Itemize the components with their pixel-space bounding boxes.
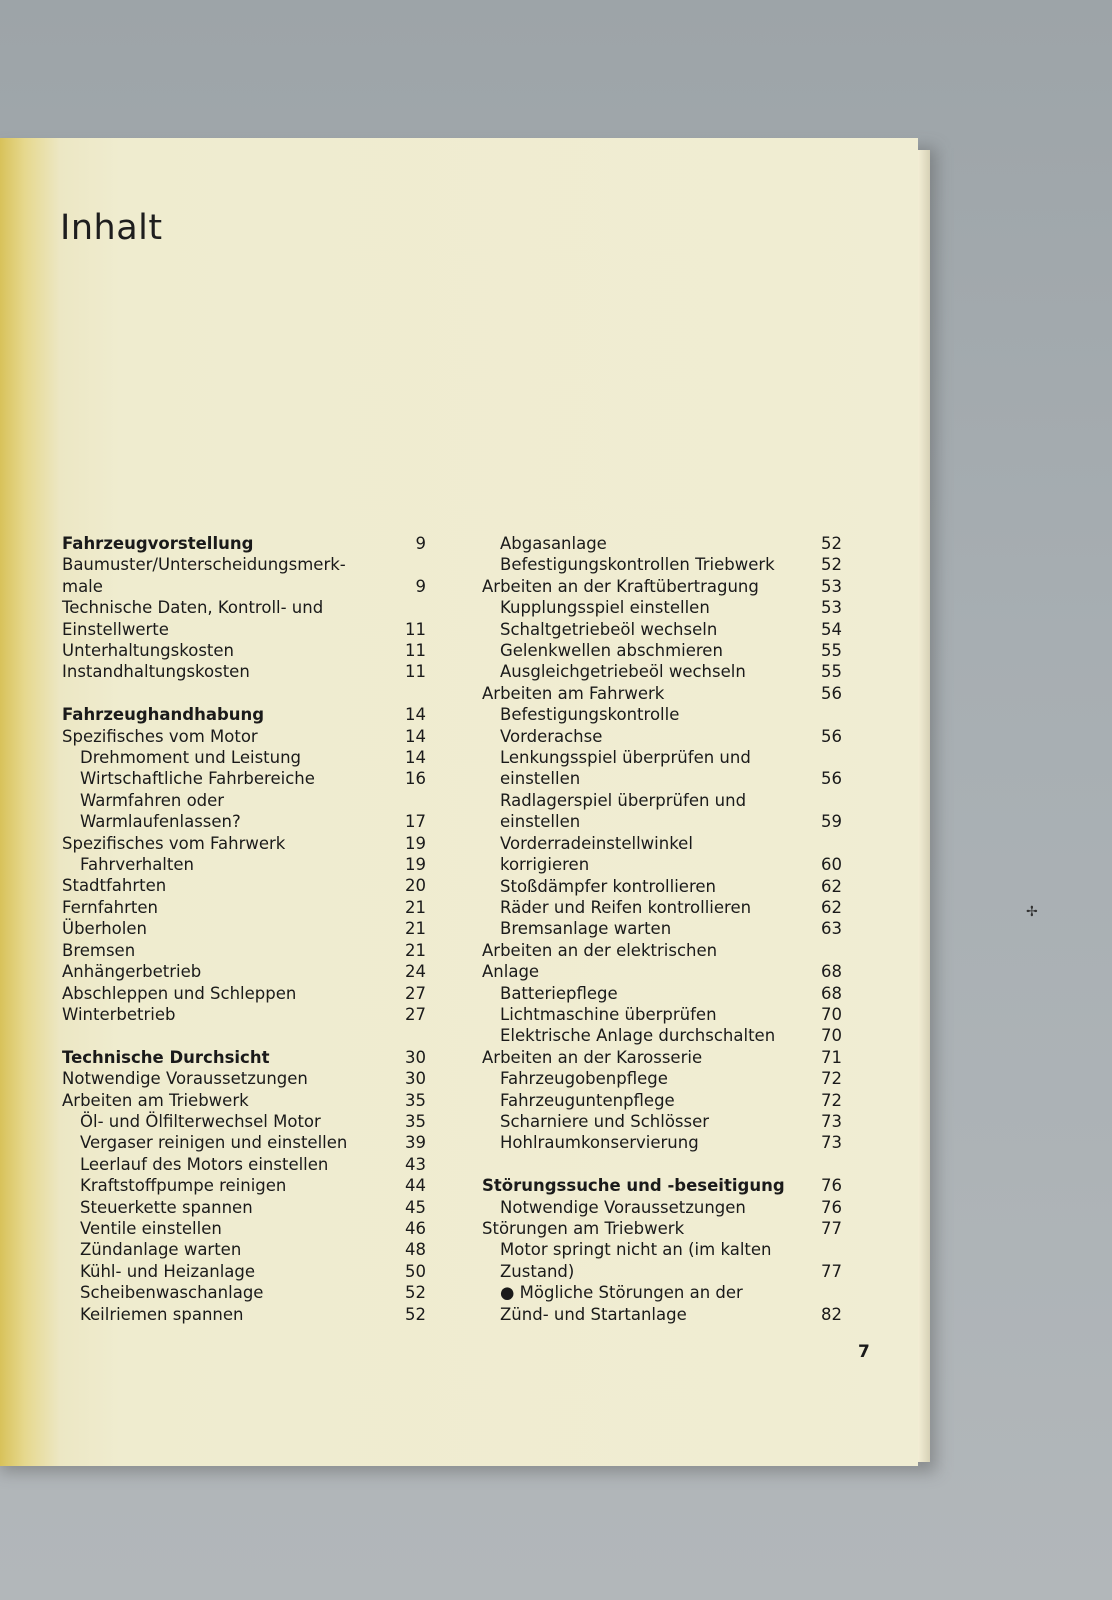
section-gap: [482, 1154, 842, 1175]
toc-entry: [62, 576, 426, 597]
toc-entry-title: Ausgleichgetriebeöl wechseln: [500, 662, 746, 682]
toc-entry-title: Stoßdämpfer kontrollieren: [500, 876, 716, 896]
toc-entry: [62, 1132, 426, 1153]
page-title: Inhalt: [60, 208, 163, 248]
toc-entry-title: Unterhaltungskosten: [62, 641, 234, 661]
section-gap: [62, 683, 426, 704]
toc-entry-page: 56: [821, 769, 842, 789]
toc-entry-title: Anlage: [482, 962, 540, 982]
toc-section-heading: [62, 704, 426, 725]
toc-entry-title: Spezifisches vom Motor: [62, 726, 258, 746]
toc-entry-page: 72: [821, 1090, 842, 1110]
toc-entry-title: Vergaser reinigen und einstellen: [80, 1133, 348, 1153]
toc-entry-page: 73: [821, 1133, 842, 1153]
toc-section-heading: [62, 1047, 426, 1068]
toc-entry-title: Keilriemen spannen: [80, 1304, 244, 1324]
toc-entry-title: Ventile einstellen: [80, 1218, 222, 1238]
toc-entry-title: Warmlaufenlassen?: [80, 812, 241, 832]
toc-entry: [62, 897, 426, 918]
toc-right-column: [482, 533, 842, 1325]
toc-entry: [62, 1090, 426, 1111]
toc-entry: [482, 533, 842, 554]
toc-entry-title: Steuerkette spannen: [80, 1197, 253, 1217]
toc-entry-title: Gelenkwellen abschmieren: [500, 641, 723, 661]
toc-entry-title: Überholen: [62, 919, 147, 939]
toc-entry-page: 55: [821, 641, 842, 661]
toc-entry-page: 21: [405, 940, 426, 960]
toc-entry-title: Zünd- und Startanlage: [500, 1304, 687, 1324]
toc-entry: [62, 597, 426, 618]
toc-entry: [482, 1090, 842, 1111]
toc-entry: [482, 940, 842, 961]
toc-entry-title: Lenkungsspiel überprüfen und: [500, 748, 751, 768]
toc-entry-title: Öl- und Ölfilterwechsel Motor: [80, 1111, 321, 1131]
toc-entry-page: 14: [405, 748, 426, 768]
toc-entry: [482, 768, 842, 789]
toc-entry: [482, 661, 842, 682]
toc-entry-page: 27: [405, 1004, 426, 1024]
toc-entry-title: Befestigungskontrollen Triebwerk: [500, 555, 775, 575]
toc-entry: [482, 747, 842, 768]
toc-entry: [62, 619, 426, 640]
toc-entry-title: Leerlauf des Motors einstellen: [80, 1154, 329, 1174]
toc-entry-title: Vorderradeinstellwinkel: [500, 833, 693, 853]
toc-entry: [62, 1111, 426, 1132]
toc-entry-title: Fahrzeugobenpflege: [500, 1069, 668, 1089]
toc-entry-title: Kraftstoffpumpe reinigen: [80, 1176, 287, 1196]
toc-entry-title: Störungen am Triebwerk: [482, 1218, 685, 1238]
toc-entry-page: 54: [821, 619, 842, 639]
toc-entry: [62, 1175, 426, 1196]
toc-entry: [62, 1197, 426, 1218]
toc-entry: [482, 640, 842, 661]
toc-entry-page: 70: [821, 1004, 842, 1024]
toc-entry: [62, 790, 426, 811]
toc-entry: [62, 554, 426, 575]
toc-entry-page: 62: [821, 897, 842, 917]
toc-entry-page: 46: [405, 1218, 426, 1238]
toc-entry: [482, 897, 842, 918]
toc-entry-title: Notwendige Voraussetzungen: [62, 1069, 308, 1089]
toc-entry-page: 52: [821, 555, 842, 575]
toc-entry: [62, 726, 426, 747]
toc-entry-page: 14: [405, 726, 426, 746]
toc-entry-title: Batteriepflege: [500, 983, 618, 1003]
toc-entry: [482, 811, 842, 832]
toc-entry-page: 55: [821, 662, 842, 682]
toc-entry-page: 11: [405, 662, 426, 682]
toc-entry-page: 27: [405, 983, 426, 1003]
toc-entry: [482, 1197, 842, 1218]
toc-entry: [482, 683, 842, 704]
toc-entry-title: Spezifisches vom Fahrwerk: [62, 833, 286, 853]
toc-entry-page: 53: [821, 576, 842, 596]
toc-entry: [62, 918, 426, 939]
toc-entry-title: Befestigungskontrolle: [500, 705, 680, 725]
toc-entry-page: 11: [405, 641, 426, 661]
toc-entry-title: Störungssuche und -beseitigung: [482, 1176, 785, 1196]
toc-entry: [482, 790, 842, 811]
toc-entry: [482, 1068, 842, 1089]
toc-entry: [62, 940, 426, 961]
toc-entry-title: Arbeiten am Triebwerk: [62, 1090, 249, 1110]
toc-entry: [482, 854, 842, 875]
toc-entry-page: 53: [821, 598, 842, 618]
toc-entry: [62, 661, 426, 682]
toc-section-heading: [62, 533, 426, 554]
toc-entry: [482, 1132, 842, 1153]
toc-entry-page: 62: [821, 876, 842, 896]
toc-entry: [62, 640, 426, 661]
toc-entry-page: 50: [405, 1261, 426, 1281]
toc-entry: [62, 747, 426, 768]
toc-entry: [62, 1261, 426, 1282]
toc-entry-page: 52: [405, 1283, 426, 1303]
toc-entry-page: 14: [405, 705, 426, 725]
toc-entry-page: 82: [821, 1304, 842, 1324]
toc-entry-title: Technische Daten, Kontroll- und: [62, 598, 324, 618]
toc-entry-page: 39: [405, 1133, 426, 1153]
toc-entry: [62, 811, 426, 832]
toc-entry-title: Fernfahrten: [62, 897, 158, 917]
toc-entry-title: Fahrzeughandhabung: [62, 705, 265, 725]
toc-entry-page: 44: [405, 1176, 426, 1196]
toc-entry-page: 52: [821, 534, 842, 553]
toc-entry-title: korrigieren: [500, 855, 590, 875]
toc-entry-title: Elektrische Anlage durchschalten: [500, 1026, 776, 1046]
toc-entry-title: Bremsen: [62, 940, 136, 960]
toc-entry: [62, 833, 426, 854]
toc-entry-title: Kupplungsspiel einstellen: [500, 598, 710, 618]
toc-entry-page: 70: [821, 1026, 842, 1046]
toc-entry-title: Stadtfahrten: [62, 876, 167, 896]
toc-entry: [62, 1239, 426, 1260]
toc-entry-title: Schaltgetriebeöl wechseln: [500, 619, 718, 639]
toc-entry-title: Hohlraumkonservierung: [500, 1133, 699, 1153]
toc-entry-page: 76: [821, 1176, 842, 1196]
toc-entry-page: 73: [821, 1111, 842, 1131]
toc-entry-title: Instandhaltungskosten: [62, 662, 250, 682]
toc-entry: [482, 833, 842, 854]
toc-entry: [482, 1282, 842, 1303]
toc-entry-page: 9: [415, 534, 426, 553]
toc-entry-page: 68: [821, 983, 842, 1003]
toc-entry-title: Notwendige Voraussetzungen: [500, 1197, 746, 1217]
dust-speck: ✢: [1026, 904, 1038, 920]
toc-entry-title: Drehmoment und Leistung: [80, 748, 302, 768]
toc-left-column: [62, 533, 426, 1325]
toc-entry-page: 77: [821, 1261, 842, 1281]
toc-entry-page: 71: [821, 1047, 842, 1067]
toc-entry: [482, 1025, 842, 1046]
toc-entry-title: Abgasanlage: [500, 534, 607, 553]
toc-entry: [482, 1239, 842, 1260]
toc-entry: [482, 619, 842, 640]
toc-entry-page: 16: [405, 769, 426, 789]
toc-entry: [482, 554, 842, 575]
toc-entry-title: Baumuster/Unterscheidungsmerk-: [62, 555, 346, 575]
toc-entry-page: 17: [405, 812, 426, 832]
toc-entry: [482, 576, 842, 597]
toc-entry: [62, 875, 426, 896]
toc-entry-title: Scharniere und Schlösser: [500, 1111, 710, 1131]
toc-entry-page: 63: [821, 919, 842, 939]
toc-entry-page: 43: [405, 1154, 426, 1174]
toc-entry-title: Zündanlage warten: [80, 1240, 242, 1260]
toc-entry-title: Arbeiten an der Kraftübertragung: [482, 576, 759, 596]
toc-entry: [482, 1304, 842, 1325]
toc-entry: [62, 1068, 426, 1089]
toc-entry-page: 30: [405, 1069, 426, 1089]
toc-entry-title: Fahrverhalten: [80, 855, 194, 875]
toc-entry-page: 45: [405, 1197, 426, 1217]
toc-entry-title: Wirtschaftliche Fahrbereiche: [80, 769, 315, 789]
toc-entry: [482, 597, 842, 618]
toc-entry-page: 21: [405, 919, 426, 939]
toc-entry: [482, 1047, 842, 1068]
toc-entry-title: Arbeiten am Fahrwerk: [482, 683, 665, 703]
toc-entry-page: 19: [405, 833, 426, 853]
toc-entry-title: male: [62, 576, 103, 596]
toc-entry-title: Winterbetrieb: [62, 1004, 176, 1024]
toc-entry-title: Anhängerbetrieb: [62, 962, 202, 982]
toc-entry-title: einstellen: [500, 769, 581, 789]
toc-entry-page: 52: [405, 1304, 426, 1324]
toc-entry-title: Einstellwerte: [62, 619, 169, 639]
toc-entry: [62, 854, 426, 875]
toc-entry-page: 30: [405, 1047, 426, 1067]
toc-section-heading: [482, 1175, 842, 1196]
toc-entry-page: 35: [405, 1111, 426, 1131]
toc-entry-title: Bremsanlage warten: [500, 919, 672, 939]
toc-entry-title: Arbeiten an der Karosserie: [482, 1047, 703, 1067]
toc-entry: [62, 1004, 426, 1025]
toc-entry: [62, 983, 426, 1004]
page-number: 7: [858, 1342, 870, 1362]
toc-entry: [482, 876, 842, 897]
toc-entry-title: einstellen: [500, 812, 581, 832]
toc-entry-title: Kühl- und Heizanlage: [80, 1261, 256, 1281]
toc-entry: [482, 704, 842, 725]
toc-entry-title: Lichtmaschine überprüfen: [500, 1004, 717, 1024]
toc-entry-page: 56: [821, 726, 842, 746]
toc-entry-title: Vorderachse: [500, 726, 603, 746]
toc-entry-title: Abschleppen und Schleppen: [62, 983, 297, 1003]
toc-entry-page: 77: [821, 1218, 842, 1238]
toc-entry: [62, 961, 426, 982]
toc-entry: [62, 768, 426, 789]
toc-entry-page: 9: [415, 576, 426, 596]
toc-entry-title: Zustand): [500, 1261, 575, 1281]
toc-entry-title: Räder und Reifen kontrollieren: [500, 897, 752, 917]
toc-entry: [62, 1218, 426, 1239]
toc-entry-page: 56: [821, 683, 842, 703]
toc-entry-page: 68: [821, 962, 842, 982]
toc-entry: [62, 1282, 426, 1303]
toc-entry-title: Technische Durchsicht: [62, 1047, 270, 1067]
toc-entry: [62, 1304, 426, 1325]
toc-entry-title: Motor springt nicht an (im kalten: [500, 1240, 772, 1260]
toc-entry: [482, 1004, 842, 1025]
toc-entry-title: Radlagerspiel überprüfen und: [500, 790, 747, 810]
toc-entry: [482, 726, 842, 747]
toc-entry-page: 48: [405, 1240, 426, 1260]
toc-entry: [62, 1154, 426, 1175]
toc-entry-title: Scheibenwaschanlage: [80, 1283, 264, 1303]
toc-entry-page: 35: [405, 1090, 426, 1110]
toc-entry: [482, 1261, 842, 1282]
toc-entry-page: 24: [405, 962, 426, 982]
toc-entry-title: Fahrzeuguntenpflege: [500, 1090, 675, 1110]
toc-entry-page: 21: [405, 897, 426, 917]
toc-entry-page: 20: [405, 876, 426, 896]
toc-entry-title: Warmfahren oder: [80, 790, 225, 810]
toc-entry-title: Fahrzeugvorstellung: [62, 534, 254, 553]
toc-entry: [482, 983, 842, 1004]
toc-entry-page: 72: [821, 1069, 842, 1089]
toc-entry: [482, 961, 842, 982]
toc-entry-page: 59: [821, 812, 842, 832]
toc-entry-title: ● Mögliche Störungen an der: [500, 1283, 743, 1303]
toc-entry-title: Arbeiten an der elektrischen: [482, 940, 718, 960]
toc-entry: [482, 1111, 842, 1132]
toc-entry: [482, 918, 842, 939]
toc-entry-page: 76: [821, 1197, 842, 1217]
toc-entry-page: 19: [405, 855, 426, 875]
section-gap: [62, 1025, 426, 1046]
toc-entry-page: 11: [405, 619, 426, 639]
toc-entry: [482, 1218, 842, 1239]
toc-entry-page: 60: [821, 855, 842, 875]
